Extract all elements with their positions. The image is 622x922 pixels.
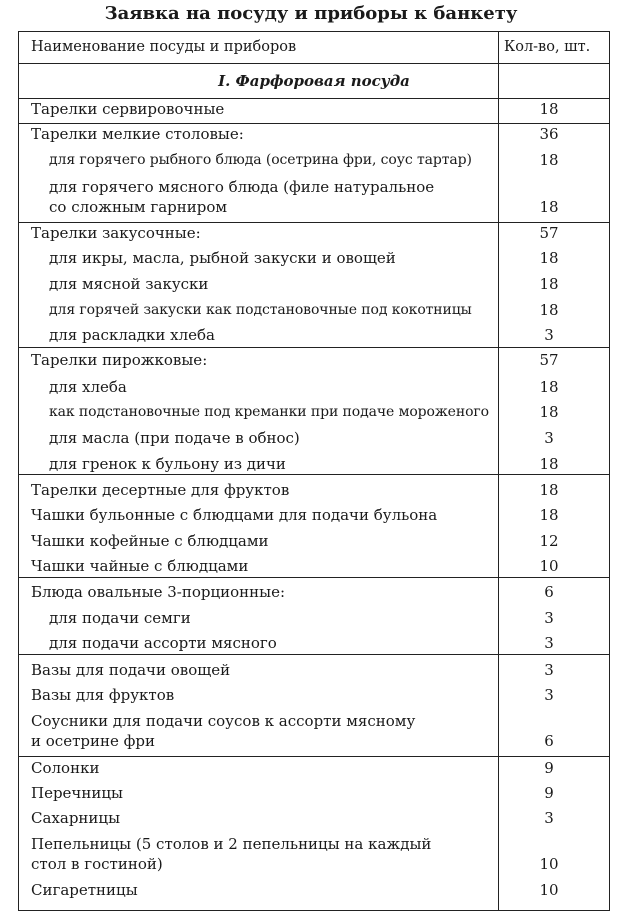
row-divider	[19, 654, 609, 655]
item-qty: 9	[544, 784, 554, 802]
item-name: Тарелки закусочные:	[31, 224, 201, 242]
dishes-table	[18, 31, 610, 911]
item-name: для масла (при подаче в обнос)	[49, 429, 300, 447]
item-name: Сахарницы	[31, 809, 121, 827]
item-name: Вазы для подачи овощей	[31, 661, 231, 679]
item-name: Блюда овальные 3-порционные:	[31, 583, 286, 601]
item-name: для мясной закуски	[49, 275, 209, 293]
row-divider	[19, 577, 609, 578]
item-name: стол в гостиной)	[31, 855, 163, 873]
item-qty: 10	[539, 881, 559, 899]
item-name: Сигаретницы	[31, 881, 138, 899]
item-qty: 18	[539, 301, 559, 319]
item-name: для горячего мясного блюда (филе натуральное	[49, 178, 435, 196]
item-name: Чашки кофейные с блюдцами	[31, 532, 269, 550]
item-qty: 10	[539, 855, 559, 873]
item-qty: 3	[544, 429, 554, 447]
item-qty: 18	[539, 403, 559, 421]
item-qty: 18	[539, 198, 559, 216]
column-divider	[498, 32, 499, 910]
item-name: для икры, масла, рыбной закуски и овощей	[49, 249, 396, 267]
item-qty: 3	[544, 634, 554, 652]
item-name: со сложным гарниром	[49, 198, 228, 216]
header-name-column: Наименование посуды и приборов	[31, 39, 297, 55]
item-name: для хлеба	[49, 378, 127, 396]
item-qty: 36	[539, 125, 559, 143]
item-qty: 3	[544, 809, 554, 827]
item-qty: 18	[539, 100, 559, 118]
item-name: и осетрине фри	[31, 732, 155, 750]
item-qty: 3	[544, 686, 554, 704]
item-qty: 18	[539, 249, 559, 267]
item-qty: 3	[544, 661, 554, 679]
item-name: для гренок к бульону из дичи	[49, 455, 286, 473]
item-qty: 6	[544, 583, 554, 601]
item-name: для горячего рыбного блюда (осетрина фри, соус тартар)	[49, 152, 472, 168]
item-name: для подачи семги	[49, 609, 191, 627]
item-name: для горячей закуски как подстановочные под кокотницы	[49, 302, 472, 318]
row-divider	[19, 756, 609, 757]
item-name: Солонки	[31, 759, 100, 777]
item-name: Соусники для подачи соусов к ассорти мясному	[31, 712, 416, 730]
item-qty: 18	[539, 378, 559, 396]
header-qty-column: Кол-во, шт.	[504, 39, 591, 55]
item-name: Тарелки десертные для фруктов	[31, 481, 290, 499]
item-name: Перечницы	[31, 784, 123, 802]
item-name: Тарелки пирожковые:	[31, 351, 208, 369]
row-divider	[19, 474, 609, 475]
item-qty: 18	[539, 506, 559, 524]
item-name: для подачи ассорти мясного	[49, 634, 277, 652]
item-name: для раскладки хлеба	[49, 326, 216, 344]
item-qty: 6	[544, 732, 554, 750]
item-name: Пепельницы (5 столов и 2 пепельницы на каждый	[31, 835, 432, 853]
row-divider	[19, 347, 609, 348]
item-qty: 18	[539, 455, 559, 473]
document-title: Заявка на посуду и приборы к банкету	[104, 3, 518, 24]
item-qty: 10	[539, 557, 559, 575]
item-qty: 57	[539, 224, 559, 242]
item-name: Чашки бульонные с блюдцами для подачи бульона	[31, 506, 438, 524]
item-name: как подстановочные под креманки при подаче мороженого	[49, 404, 489, 420]
section-title: I. Фарфоровая посуда	[218, 72, 410, 90]
item-qty: 18	[539, 151, 559, 169]
item-name: Чашки чайные с блюдцами	[31, 557, 249, 575]
item-name: Вазы для фруктов	[31, 686, 175, 704]
item-qty: 3	[544, 609, 554, 627]
item-qty: 3	[544, 326, 554, 344]
item-name: Тарелки сервировочные	[31, 100, 225, 118]
row-divider	[19, 63, 609, 64]
item-qty: 18	[539, 275, 559, 293]
item-qty: 18	[539, 481, 559, 499]
item-qty: 12	[539, 532, 559, 550]
item-qty: 9	[544, 759, 554, 777]
item-qty: 57	[539, 351, 559, 369]
item-name: Тарелки мелкие столовые:	[31, 125, 244, 143]
